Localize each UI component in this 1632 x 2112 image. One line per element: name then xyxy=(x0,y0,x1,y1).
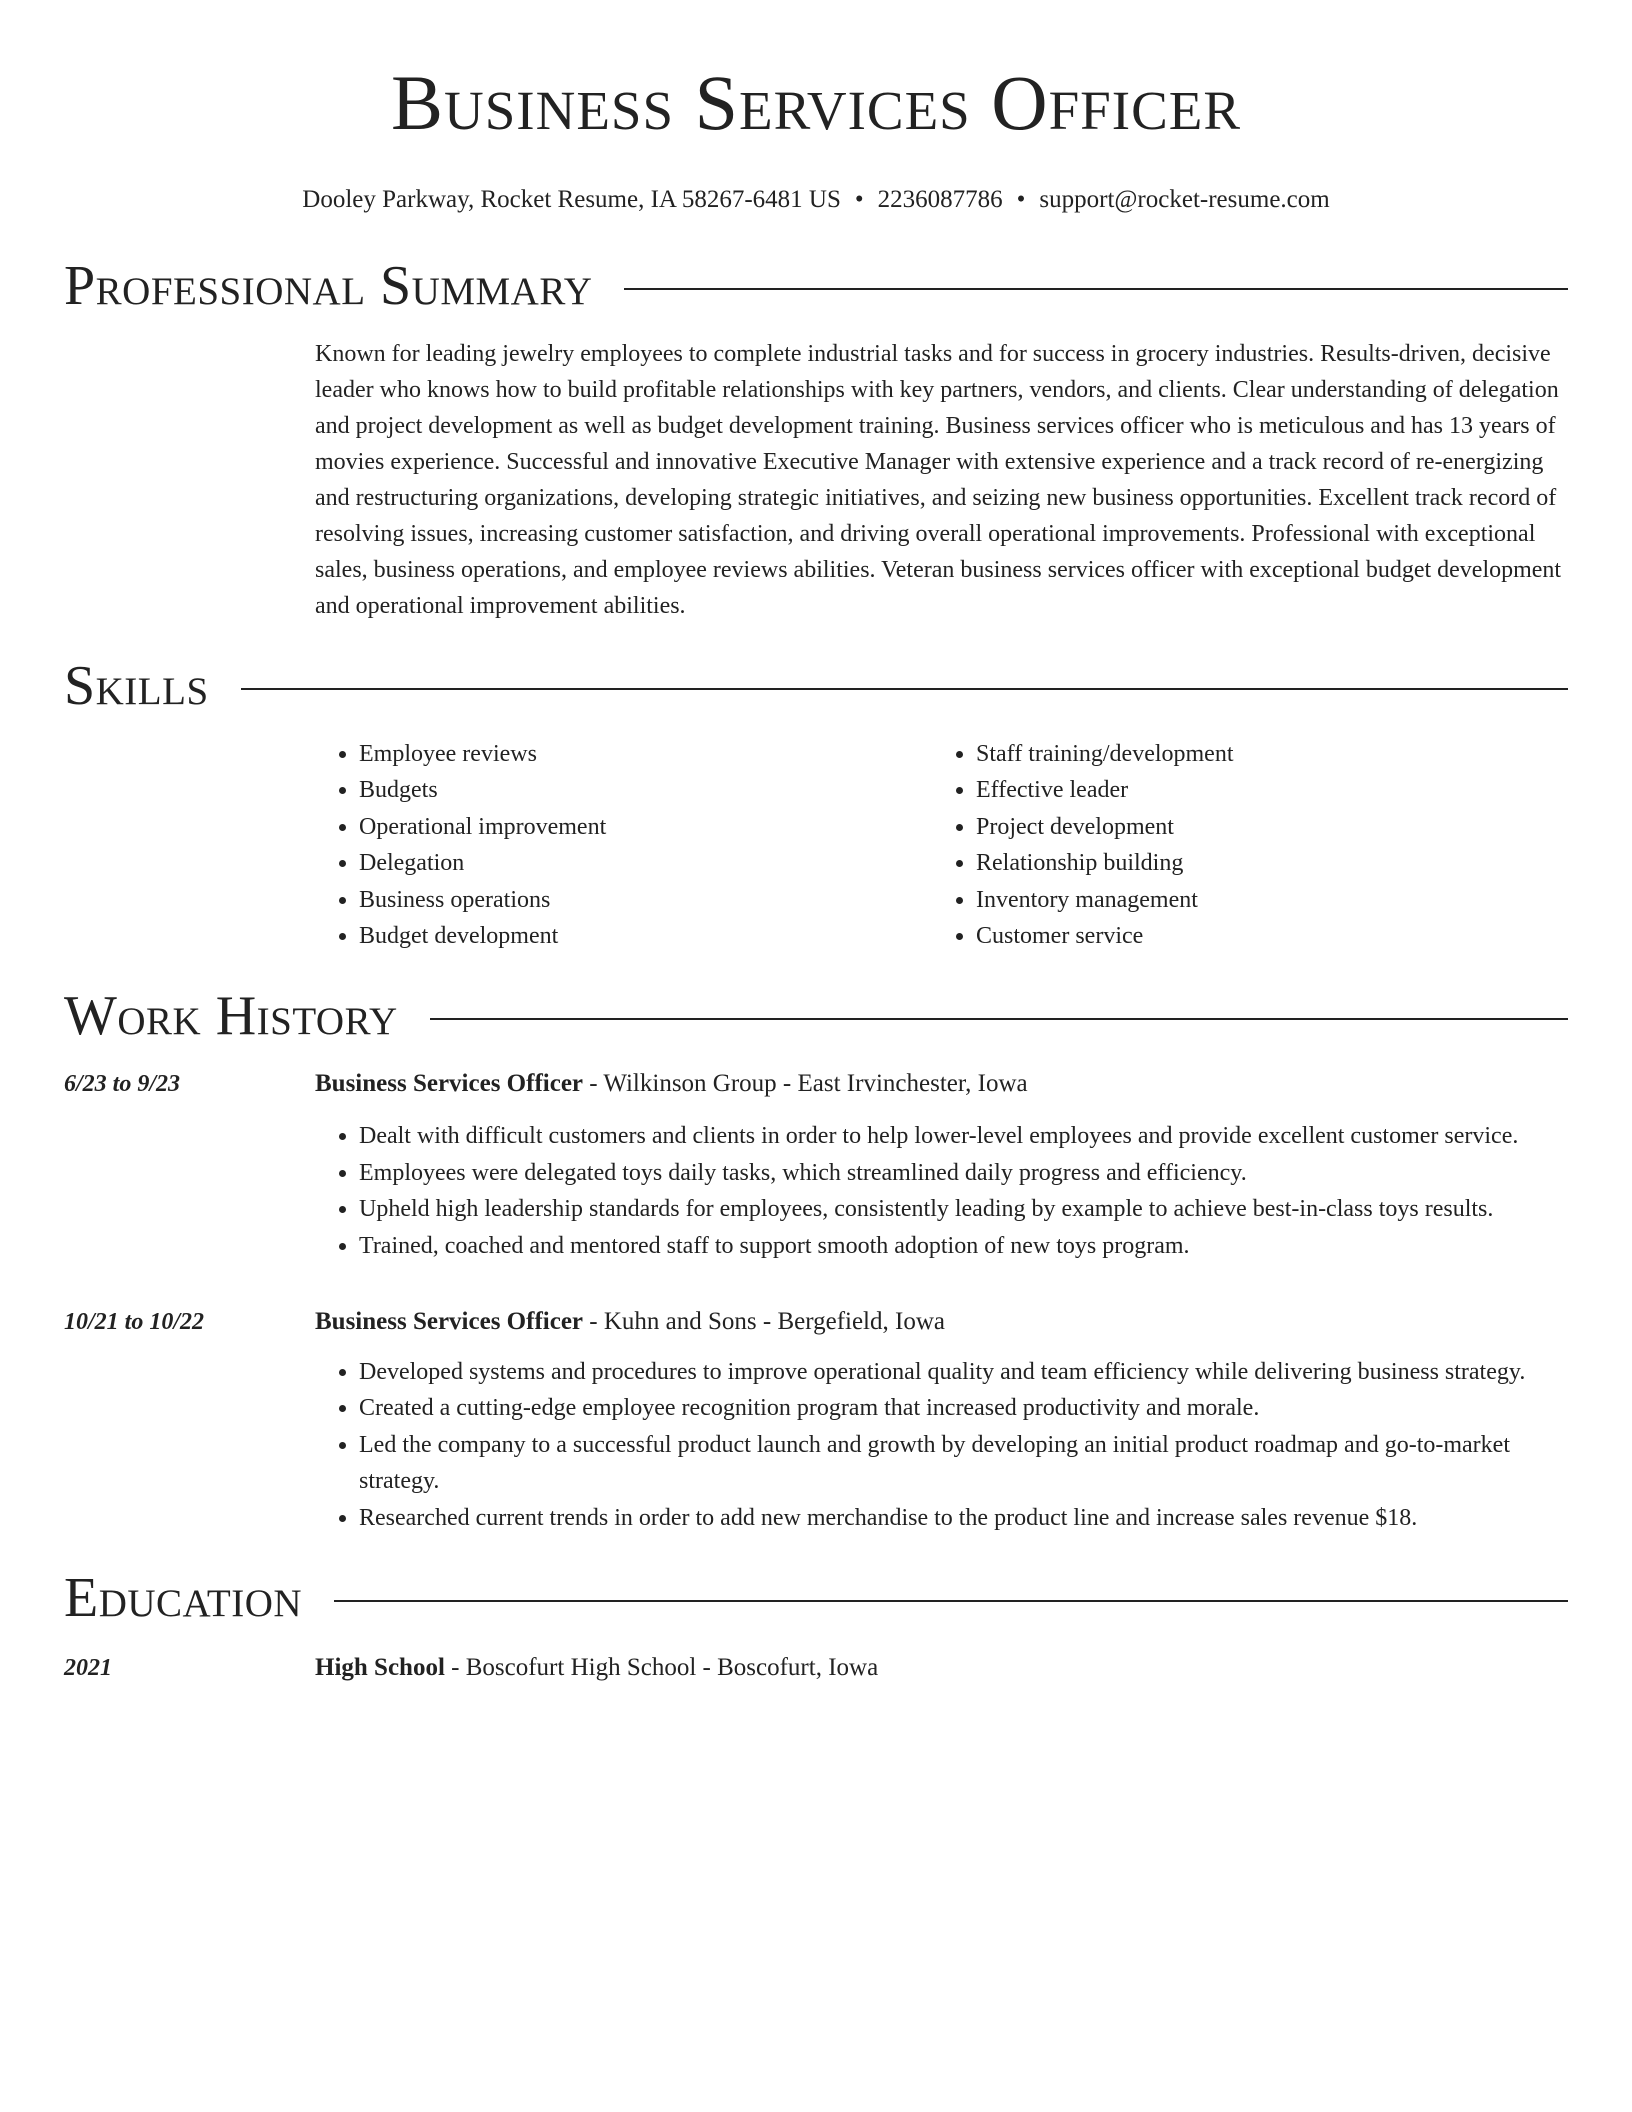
job-employer: - Wilkinson Group - East Irvinchester, Iowa xyxy=(583,1070,1028,1098)
email: support@rocket-resume.com xyxy=(1039,186,1330,213)
skills-section-header xyxy=(64,654,1568,718)
contact-line xyxy=(64,184,1568,216)
job-bullet: • Developed systems and procedures to improve operational quality and team efficiency while delivering business strategy. xyxy=(359,1354,1568,1390)
skill-item: • Customer service xyxy=(976,918,1549,954)
job-dates: 10/21 to 10/22 xyxy=(64,1309,205,1336)
job-entry xyxy=(64,1304,1568,1536)
address: Dooley Parkway, Rocket Resume, IA 58267-6481 US xyxy=(302,186,841,213)
education-line xyxy=(315,1650,1568,1686)
phone: 2236087786 xyxy=(877,186,1003,213)
skill-item: • Effective leader xyxy=(976,772,1549,808)
job-bullet: • Trained, coached and mentored staff to support smooth adoption of new toys program. xyxy=(359,1228,1568,1264)
skill-item: • Project development xyxy=(976,809,1549,845)
education-section-header xyxy=(64,1566,1568,1630)
skills-column-left xyxy=(315,736,932,954)
skill-item: • Business operations xyxy=(359,882,932,918)
contact-separator: • xyxy=(1016,186,1026,213)
work-heading: Work History xyxy=(64,985,398,1048)
summary-text: Known for leading jewelry employees to complete industrial tasks and for success in grocery industries. Results-driven, decisive leader who knows how to build profitable relationships with key partners, vendors, and clients. Clear understanding of delegation and project development as well as budget development training. Business services officer who is meticulous and has 13 years of movies experience. Successful and innovative Executive Manager with extensive experience and a track record of re-energizing and restructuring organizations, developing strategic initiatives, and seizing new business opportunities. Excellent track record of resolving issues, increasing customer satisfaction, and driving overall operational improvements. Professional with exceptional sales, business operations, and employee reviews abilities. Veteran business services officer with exceptional budget development and operational improvement abilities. xyxy=(315,341,1562,619)
section-divider xyxy=(430,1018,1568,1020)
job-bullet: • Created a cutting-edge employee recognition program that increased productivity and morale. xyxy=(359,1390,1568,1426)
skill-item: • Employee reviews xyxy=(359,736,932,772)
job-title: Business Services Officer xyxy=(315,1070,584,1098)
skill-item: • Budgets xyxy=(359,772,932,808)
education-entry xyxy=(64,1650,1568,1686)
job-bullets xyxy=(315,1118,1568,1264)
job-bullets xyxy=(315,1354,1568,1536)
section-divider xyxy=(334,1600,1568,1602)
job-title: Business Services Officer xyxy=(315,1308,584,1336)
skill-item: • Budget development xyxy=(359,918,932,954)
skill-item: • Delegation xyxy=(359,845,932,881)
section-divider xyxy=(624,288,1568,290)
education-year: 2021 xyxy=(64,1655,112,1682)
skill-item: • Operational improvement xyxy=(359,809,932,845)
skill-item: • Staff training/development xyxy=(976,736,1549,772)
job-title-line xyxy=(315,1304,1568,1340)
education-school: - Boscofurt High School - Boscofurt, Iowa xyxy=(444,1654,879,1682)
skills-heading: Skills xyxy=(64,655,209,717)
job-bullet: • Led the company to a successful product launch and growth by developing an initial product roadmap and go-to-market strategy. xyxy=(359,1427,1568,1500)
skills-column-right xyxy=(932,736,1549,954)
education-body xyxy=(315,1650,1568,1686)
job-bullet: • Dealt with difficult customers and clients in order to help lower-level employees and provide excellent customer service. xyxy=(359,1118,1568,1154)
skill-item: • Relationship building xyxy=(976,845,1549,881)
work-section-header xyxy=(64,984,1568,1048)
job-bullet: • Upheld high leadership standards for employees, consistently leading by example to achieve best-in-class toys results. xyxy=(359,1191,1568,1227)
job-bullet: • Researched current trends in order to add new merchandise to the product line and increase sales revenue $18. xyxy=(359,1500,1568,1536)
job-body xyxy=(315,1066,1568,1264)
skill-item: • Inventory management xyxy=(976,882,1549,918)
job-employer: - Kuhn and Sons - Bergefield, Iowa xyxy=(583,1308,945,1336)
summary-section-header xyxy=(64,254,1568,318)
section-divider xyxy=(241,688,1568,690)
education-degree: High School xyxy=(315,1654,445,1682)
job-entry xyxy=(64,1066,1568,1264)
education-heading: Education xyxy=(64,1567,303,1630)
job-body xyxy=(315,1304,1568,1536)
job-dates: 6/23 to 9/23 xyxy=(64,1071,181,1098)
summary-heading: Professional Summary xyxy=(64,255,593,317)
skills-list xyxy=(315,736,1568,954)
candidate-name: Business Services Officer xyxy=(390,59,1242,146)
job-bullet: • Employees were delegated toys daily tasks, which streamlined daily progress and efficiency. xyxy=(359,1155,1568,1191)
job-title-line xyxy=(315,1066,1568,1102)
contact-separator: • xyxy=(854,186,864,213)
